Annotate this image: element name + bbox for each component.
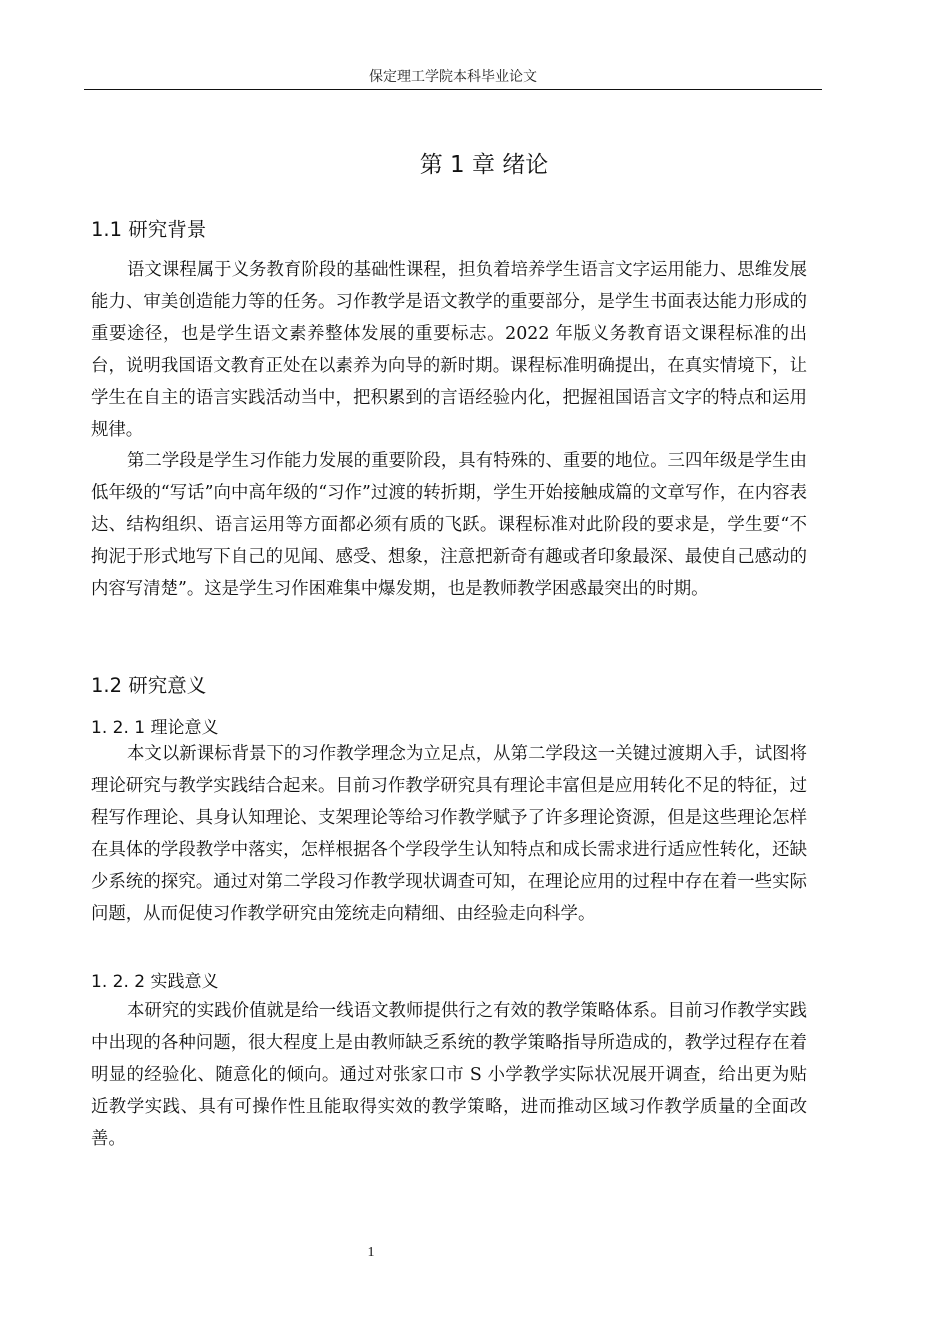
subsection-heading-practice: 1. 2. 2 实践意义 [91, 972, 219, 992]
paragraph-practice: 本研究的实践价值就是给一线语文教师提供行之有效的教学策略体系。目前习作教学实践中出现的各种问题，很大程度上是由教师缺乏系统的教学策略指导所造成的，教学过程存在着明显的经验化、随意化的倾向。通过对张家口市 S 小学教学实际状况展开调查，给出更为贴近教学实践、具有可操作性且能取得实效的教学策略，进而推动区域习作教学质量的全面改善。 [91, 1001, 807, 1149]
subsection-heading-theory: 1. 2. 1 理论意义 [91, 718, 219, 738]
running-header: 保定理工学院本科毕业论文 [369, 69, 537, 85]
paragraph-background-1: 语文课程属于义务教育阶段的基础性课程，担负着培养学生语言文字运用能力、思维发展能力、审美创造能力等的任务。习作教学是语文教学的重要部分，是学生书面表达能力形成的重要途径，也是学生语文素养整体发展的重要标志。2022 年版义务教育语文课程标准的出台，说明我国语文教育正处在以素养为向导的新时期。课程标准明确提出，在真实情境下，让学生在自主的语言实践活动当中，把积累到的言语经验内化，把握祖国语言文字的特点和运用规律。 [91, 260, 807, 440]
page-number: 1 [367, 1245, 375, 1260]
chapter-title: 第 1 章 绪论 [419, 152, 549, 178]
section-heading-significance: 1.2 研究意义 [91, 674, 207, 697]
section-heading-background: 1.1 研究背景 [91, 218, 207, 241]
header-rule [84, 89, 822, 90]
paragraph-theory: 本文以新课标背景下的习作教学理念为立足点，从第二学段这一关键过渡期入手，试图将理论研究与教学实践结合起来。目前习作教学研究具有理论丰富但是应用转化不足的特征，过程写作理论、具身认知理论、支架理论等给习作教学赋予了许多理论资源，但是这些理论怎样在具体的学段教学中落实，怎样根据各个学段学生认知特点和成长需求进行适应性转化，还缺少系统的探究。通过对第二学段习作教学现状调查可知，在理论应用的过程中存在着一些实际问题，从而促使习作教学研究由笼统走向精细、由经验走向科学。 [91, 744, 807, 924]
paragraph-background-2: 第二学段是学生习作能力发展的重要阶段，具有特殊的、重要的地位。三四年级是学生由低年级的“写话”向中高年级的“习作”过渡的转折期，学生开始接触成篇的文章写作，在内容表达、结构组织、语言运用等方面都必须有质的飞跃。课程标准对此阶段的要求是，学生要“不拘泥于形式地写下自己的见闻、感受、想象，注意把新奇有趣或者印象最深、最使自己感动的内容写清楚”。这是学生习作困难集中爆发期，也是教师教学困惑最突出的时期。 [91, 451, 807, 599]
